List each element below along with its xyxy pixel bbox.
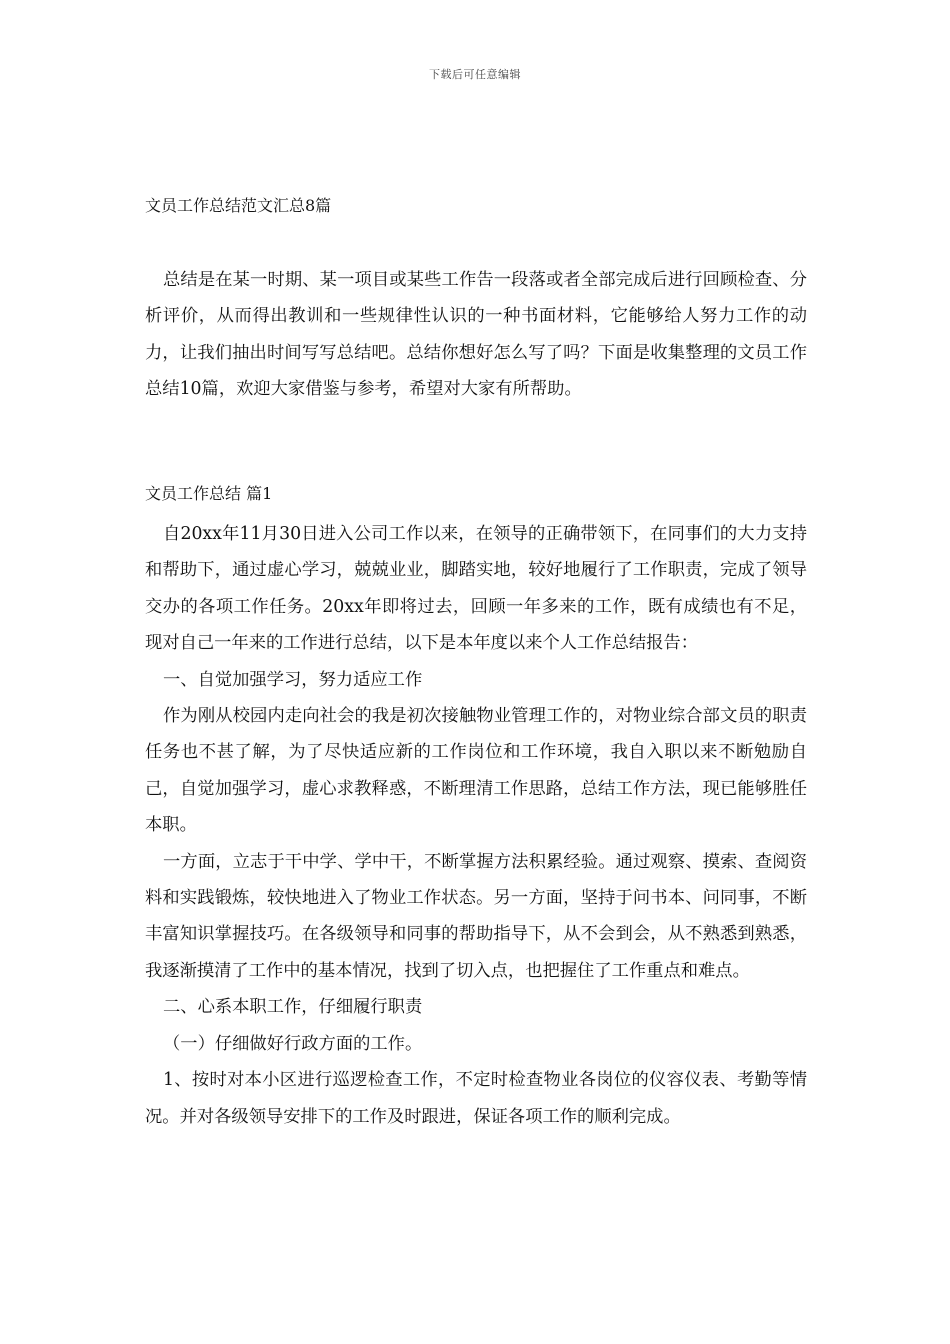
subheading-administration: （一）仔细做好行政方面的工作。 xyxy=(163,1033,423,1054)
page-header-watermark: 下载后可任意编辑 xyxy=(429,68,521,81)
paragraph-learning-methods: 一方面，立志于干中学、学中干，不断掌握方法积累经验。通过观察、摸索、查阅资料和实践锻炼，较快地进入了物业工作状态。另一方面，坚持于问书本、问同事，不断丰富知识掌握技巧。在各级领导和同事的帮助指导下，从不会到会，从不熟悉到熟悉，我逐渐摸清了工作中的基本情况，找到了切入点，也把握住了工作重点和难点。 xyxy=(145,851,807,981)
section-title: 文员工作总结 篇1 xyxy=(145,484,273,503)
document-title: 文员工作总结范文汇总8篇 xyxy=(145,196,332,215)
intro-paragraph: 总结是在某一时期、某一项目或某些工作告一段落或者全部完成后进行回顾检查、分析评价，从而得出教训和一些规律性认识的一种书面材料，它能够给人努力工作的动力，让我们抽出时间写写总结吧。总结你想好怎么写了吗？下面是收集整理的文员工作总结10篇，欢迎大家借鉴与参考，希望对大家有所帮助。 xyxy=(145,270,807,400)
heading-duties: 二、心系本职工作，仔细履行职责 xyxy=(163,997,423,1018)
heading-study: 一、自觉加强学习，努力适应工作 xyxy=(163,669,423,690)
list-item-patrol: 1、按时对本小区进行巡逻检查工作，不定时检查物业各岗位的仪容仪表、考勤等情况。并对各级领导安排下的工作及时跟进，保证各项工作的顺利完成。 xyxy=(145,1070,807,1127)
paragraph-study: 作为刚从校园内走向社会的我是初次接触物业管理工作的，对物业综合部文员的职责任务也不甚了解，为了尽快适应新的工作岗位和工作环境，我自入职以来不断勉励自己，自觉加强学习，虚心求教释惑，不断理清工作思路，总结工作方法，现已能够胜任本职。 xyxy=(145,706,807,836)
paragraph-opening: 自20xx年11月30日进入公司工作以来，在领导的正确带领下，在同事们的大力支持和帮助下，通过虚心学习，兢兢业业，脚踏实地，较好地履行了工作职责，完成了领导交办的各项工作任务。20xx年即将过去，回顾一年多来的工作，既有成绩也有不足，现对自己一年来的工作进行总结，以下是本年度以来个人工作总结报告： xyxy=(145,524,807,654)
section-body xyxy=(145,516,807,1135)
